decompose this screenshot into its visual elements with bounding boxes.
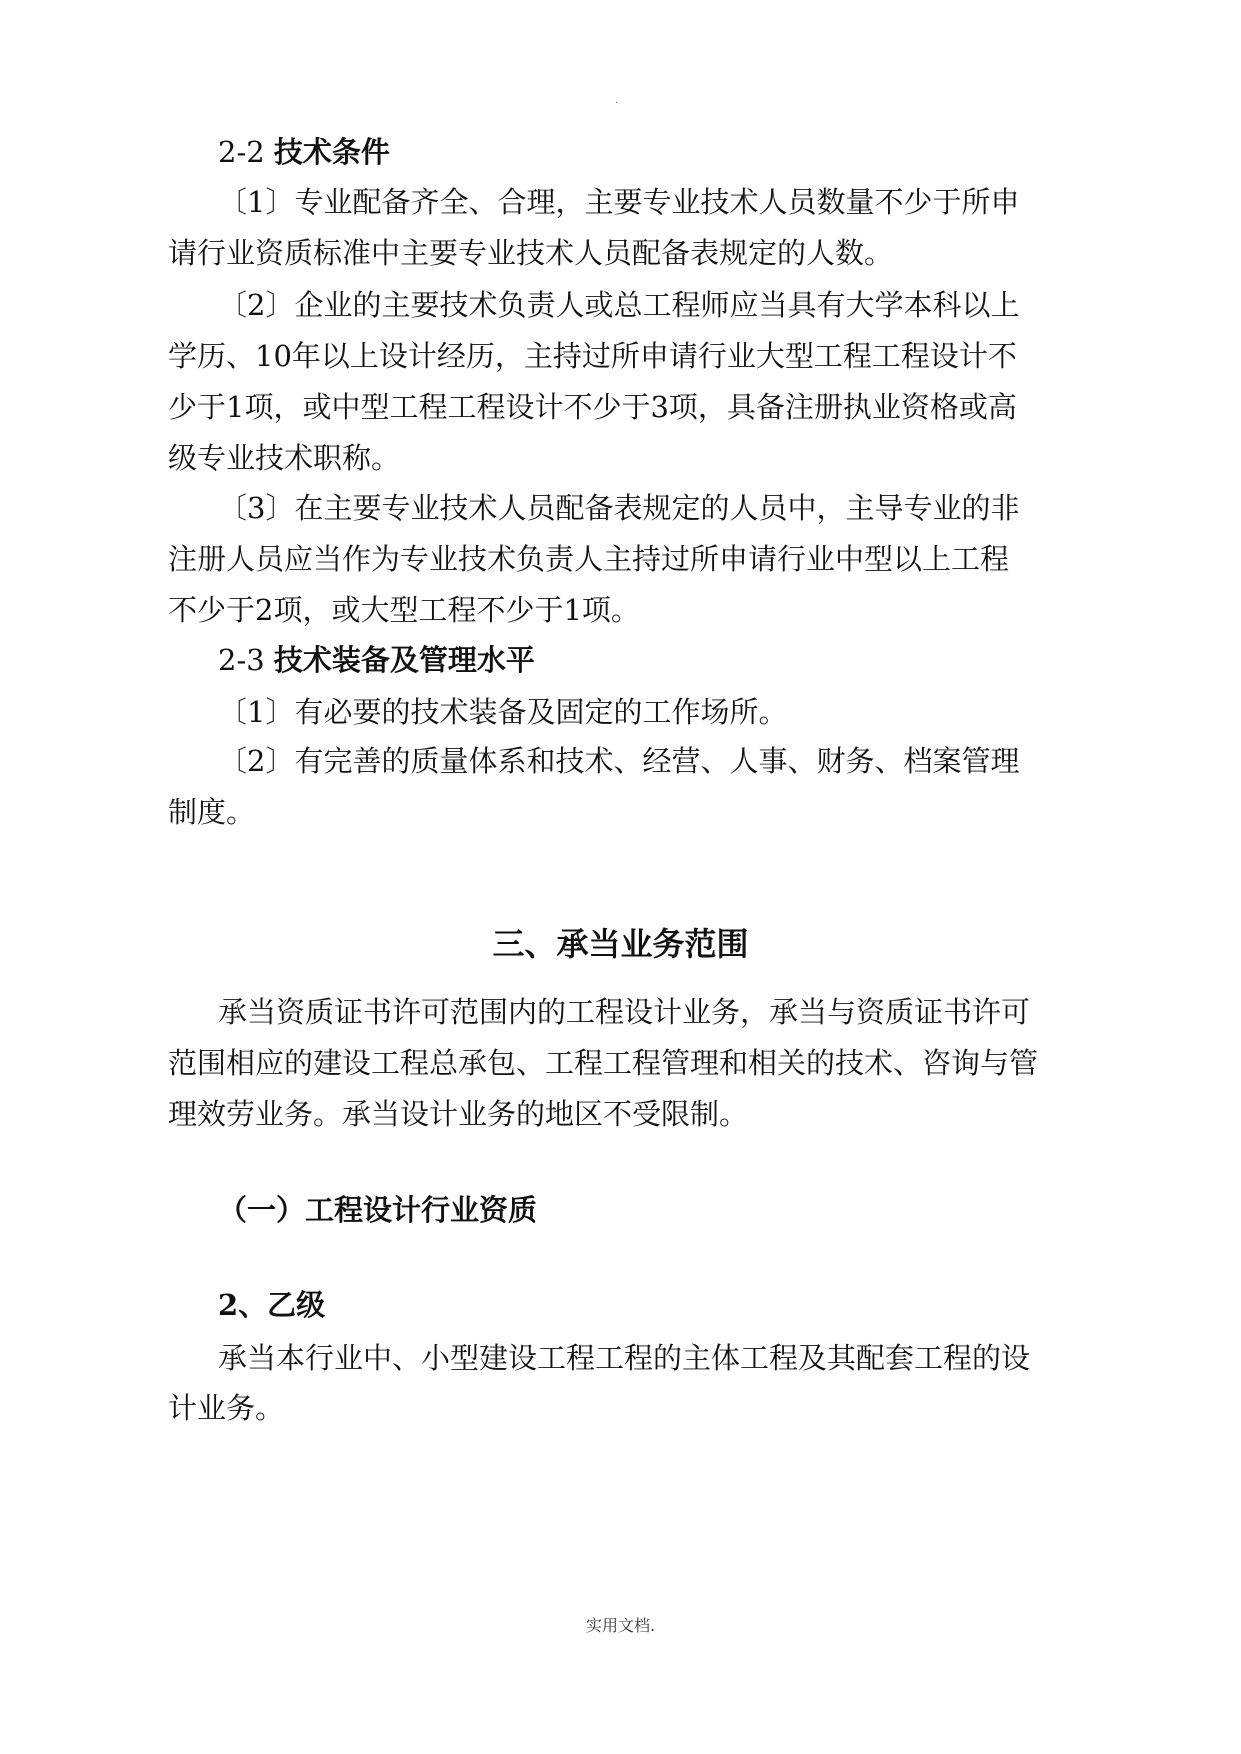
- para-line: 〔2〕有完善的质量体系和技术、经营、人事、财务、档案管理: [218, 744, 1020, 778]
- para-line: 〔1〕专业配备齐全、合理，主要专业技术人员数量不少于所申: [218, 185, 1020, 219]
- para-line: 理效劳业务。承当设计业务的地区不受限制。: [168, 1097, 749, 1131]
- para-line: 注册人员应当作为专业技术负责人主持过所申请行业中型以上工程: [168, 542, 1010, 576]
- para-line: 级专业技术职称。: [168, 441, 401, 475]
- heading-text: 技术条件: [273, 135, 390, 169]
- para-line: 〔3〕在主要专业技术人员配备表规定的人员中，主导专业的非: [218, 491, 1020, 525]
- heading-number: 2-2: [218, 135, 265, 169]
- heading-text: 技术装备及管理水平: [273, 643, 535, 677]
- subsection-title: （一）工程设计行业资质: [218, 1193, 538, 1227]
- para-line: 制度。: [168, 795, 256, 829]
- para-line: 学历、10年以上设计经历，主持过所申请行业大型工程工程设计不: [168, 339, 1017, 373]
- chapter-title: 三、承当业务范围: [492, 925, 749, 963]
- para-line: 范围相应的建设工程总承包、工程工程管理和相关的技术、咨询与管: [168, 1046, 1039, 1080]
- header-mark: .: [615, 95, 619, 106]
- para-line: 请行业资质标准中主要专业技术人员配备表规定的人数。: [168, 236, 894, 270]
- page-footer: 实用文档.: [585, 1616, 656, 1635]
- subsection-title: 2、乙级: [218, 1288, 326, 1322]
- para-line: 计业务。: [168, 1391, 285, 1425]
- para-line: 〔2〕企业的主要技术负责人或总工程师应当具有大学本科以上: [218, 288, 1020, 322]
- para-line: 少于1项，或中型工程工程设计不少于3项，具备注册执业资格或高: [168, 390, 1017, 424]
- section-heading-2-3: [218, 640, 535, 680]
- para-line: 〔1〕有必要的技术装备及固定的工作场所。: [218, 695, 788, 729]
- para-line: 承当资质证书许可范围内的工程设计业务，承当与资质证书许可: [218, 995, 1031, 1029]
- section-heading-2-2: [218, 132, 390, 172]
- para-line: 不少于2项，或大型工程不少于1项。: [168, 593, 640, 627]
- para-line: 承当本行业中、小型建设工程工程的主体工程及其配套工程的设: [218, 1341, 1031, 1375]
- heading-number: 2-3: [218, 643, 265, 677]
